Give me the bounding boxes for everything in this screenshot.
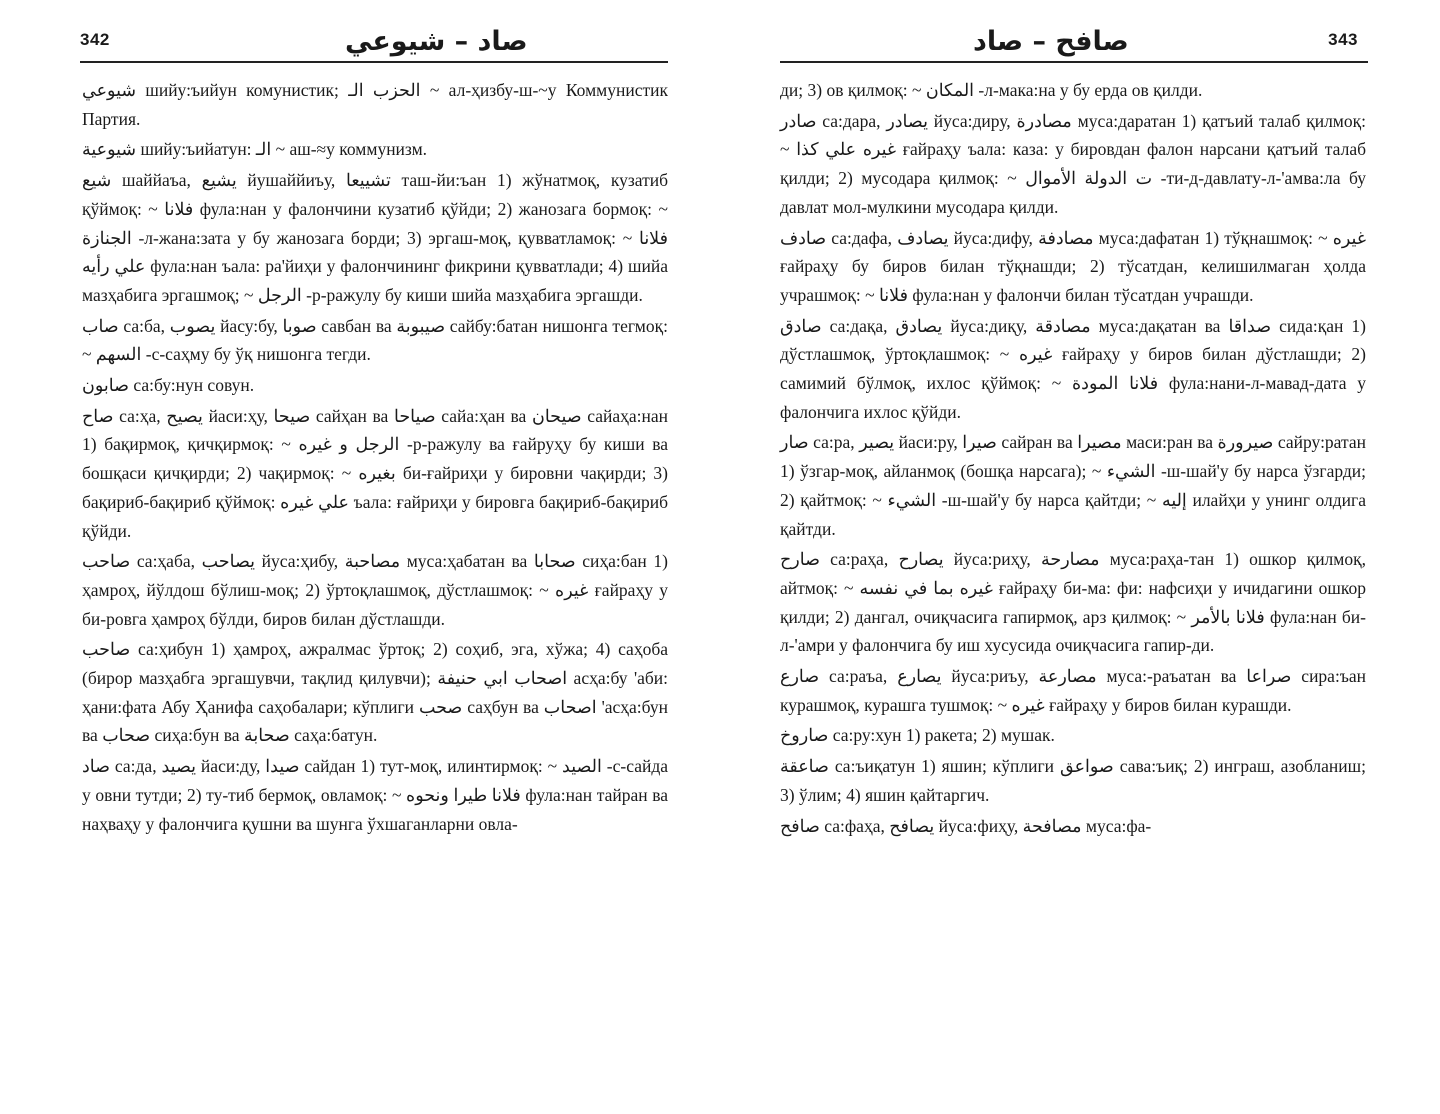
dictionary-entry: صافح са:фаҳа, يصافح йуса:фиҳу, مصافحة муса:фа- — [780, 815, 1152, 836]
dictionary-entry: صادف са:дафа, يصادف йуса:дифу, مصادفة муса:дафатан 1) тўқнашмоқ: ~ غيره ғайраҳу бу биров билан тўқнашди; 2) тўсатдан, келишилмаган ҳолда учрашмоқ: ~ فلانا фула:нан у фалончи билан тўсатдан учрашди. — [780, 227, 1366, 305]
page-number: 343 — [1328, 30, 1358, 49]
left-page — [0, 0, 700, 1114]
dictionary-entry: صارح са:раҳа, يصارح йуса:риҳу, مصارحة муса:раҳа-тан 1) ошкор қилмоқ, айтмоқ: ~ غيره بما في نفسه ғайраҳу би-ма: фи: нафсиҳи у ичидагини ошкор қилди; 2) дангал, очиқчасига гапирмоқ, арз қилмоқ: ~ فلانا بالأمر фула:нан би-л-'амри у фалончига бу иш хусусида очиқчасига гапир-ди. — [780, 549, 1366, 656]
header-rule — [80, 61, 668, 63]
right-page — [740, 0, 1440, 1114]
header-rule — [780, 61, 1368, 63]
dictionary-entry: شيوعية шийу:ъийатун: الـ ~ аш-≈у коммунизм. — [82, 139, 428, 160]
dictionary-entry: شيع шаййаъа, يشيع йушаййиъу, تشييعا таш-йи:ъан 1) жўнатмоқ, кузатиб қўймоқ: ~ فلانا фула:нан у фалончини кузатиб қўйди; 2) жанозага бормоқ: ~ الجنازة -л-жана:зата у бу жанозага борди; 3) эргаш-моқ, қувватламоқ: ~ فلانا علي رأيه фула:нан ъала: ра'йиҳи у фалончининг фикрини қувватлади; 4) шийа мазҳабига эргашмоқ; ~ الرجل -р-ражулу бу киши шийа мазҳабига эргашди. — [82, 170, 668, 305]
page-number: 342 — [80, 30, 110, 49]
dictionary-column — [780, 76, 1366, 842]
dictionary-entry: صاحب са:ҳаба, يصاحب йуса:ҳибу, مصاحبة муса:ҳабатан ва صحابا сиҳа:бан 1) ҳамроҳ, йўлдош бўлиш-моқ; 2) ўртоқлашмоқ, дўстлашмоқ: ~ غيره ғайраҳу у би-ровга ҳамроҳ бўлди, биров билан дўстлашди. — [82, 551, 669, 629]
dictionary-entry: ди; 3) ов қилмоқ: ~ المكان -л-мака:на у бу ерда ов қилди. — [780, 80, 1203, 100]
dictionary-entry: صاروخ са:ру:хун 1) ракета; 2) мушак. — [780, 725, 1055, 746]
dictionary-entry: صاعقة са:ъиқатун 1) яшин; кўплиги صواعق сава:ъиқ; 2) инграш, азобланиш; 3) ўлим; 4) яшин қайтаргич. — [780, 756, 1366, 805]
dictionary-column — [82, 76, 668, 840]
dictionary-entry: صاد са:да, يصيد йаси:ду, صيدا сайдан 1) тут-моқ, илинтирмоқ: ~ الصيد -с-сайда у овни тутди; 2) ту-тиб бермоқ, овламоқ: ~ فلانا طيرا ونحوه фула:нан тайран ва наҳваҳу у фалончига қушни ва шунга ўхшаганларни овла- — [82, 756, 669, 834]
running-head: صاد – شيوعي — [345, 26, 528, 57]
dictionary-entry: صار са:ра, يصير йаси:ру, صيرا сайран ва مصيرا маси:ран ва صيرورة сайру:ратан 1) ўзгар-моқ, айланмоқ (бошқа нарсага); ~ الشيء -ш-шай'у бу нарса ўзгарди; 2) қайтмоқ: ~ الشيء -ш-шай'у бу нарса қайтди; ~ إليه илайҳи у унинг олдига қайтди. — [780, 432, 1366, 539]
running-head: صافح – صاد — [973, 26, 1129, 57]
dictionary-entry: صادر са:дара, يصادر йуса:диру, مصادرة муса:даратан 1) қатъий талаб қилмоқ: ~ غيره علي كذا ғайраҳу ъала: каза: у бировдан фалон нарсани қатъий талаб қилди; 2) мусодара қилмоқ: ~ ت الدولة الأموال -ти-д-давлату-л-'амва:ла бу давлат мол-мулкини мусодара қилди. — [780, 110, 1367, 217]
dictionary-entry: صاح са:ҳа, يصيح йаси:ҳу, صيحا сайҳан ва صياحا сайа:ҳан ва صيحان сайаҳа:нан 1) бақирмоқ, қичқирмоқ: ~ الرجل و غيره -р-ражулу ва ғайруҳу бу киши ва бошқаси қичқирди; 2) чақирмоқ: ~ بغيره би-ғайриҳи у бировни чақирди; 3) бақириб-бақириб қўймоқ: علي غيره ъала: ғайриҳи у бировга бақириб-бақириб қўйди. — [82, 405, 669, 541]
dictionary-entry: صاب са:ба, يصوب йасу:бу, صوبا савбан ва صيبوبة сайбу:батан нишонга тегмоқ: ~ السهم -с-саҳму бу ўқ нишонга тегди. — [82, 315, 668, 365]
dictionary-entry: صادق са:дақа, يصادق йуса:диқу, مصادقة муса:дақатан ва صداقا сида:қан 1) дўстлашмоқ, ўртоқлашмоқ: ~ غيره ғайраҳу у биров билан дўстлашди; 2) самимий бўлмоқ, ихлос қўймоқ: ~ فلانا المودة фула:нани-л-мавад-дата у фалончига ихлос қўйди. — [780, 315, 1366, 422]
dictionary-entry: شيوعي шийу:ъийун комунистик; الحزب الـ ~ ал-ҳизбу-ш-~у Коммунистик Партия. — [82, 80, 668, 129]
dictionary-entry: صاحب са:ҳибун 1) ҳамроҳ, ажралмас ўртоқ; 2) соҳиб, эга, хўжа; 4) саҳоба (бирор мазҳабга эргашувчи, тақлид қилувчи); اصحاب ابي حنيفة асҳа:бу 'аби: ҳани:фата Абу Ҳанифа саҳобалари; кўплиги صحب саҳбун ва اصحاب 'асҳа:бун ва صحاب сиҳа:бун ва صحابة саҳа:батун. — [82, 639, 668, 746]
dictionary-entry: صارع са:раъа, يصارع йуса:риъу, مصارعة муса:-раъатан ва صراعا сира:ъан курашмоқ, курашга тушмоқ: ~ غيره ғайраҳу у биров билан курашди. — [780, 666, 1366, 715]
dictionary-entry: صابون са:бу:нун совун. — [82, 375, 255, 396]
